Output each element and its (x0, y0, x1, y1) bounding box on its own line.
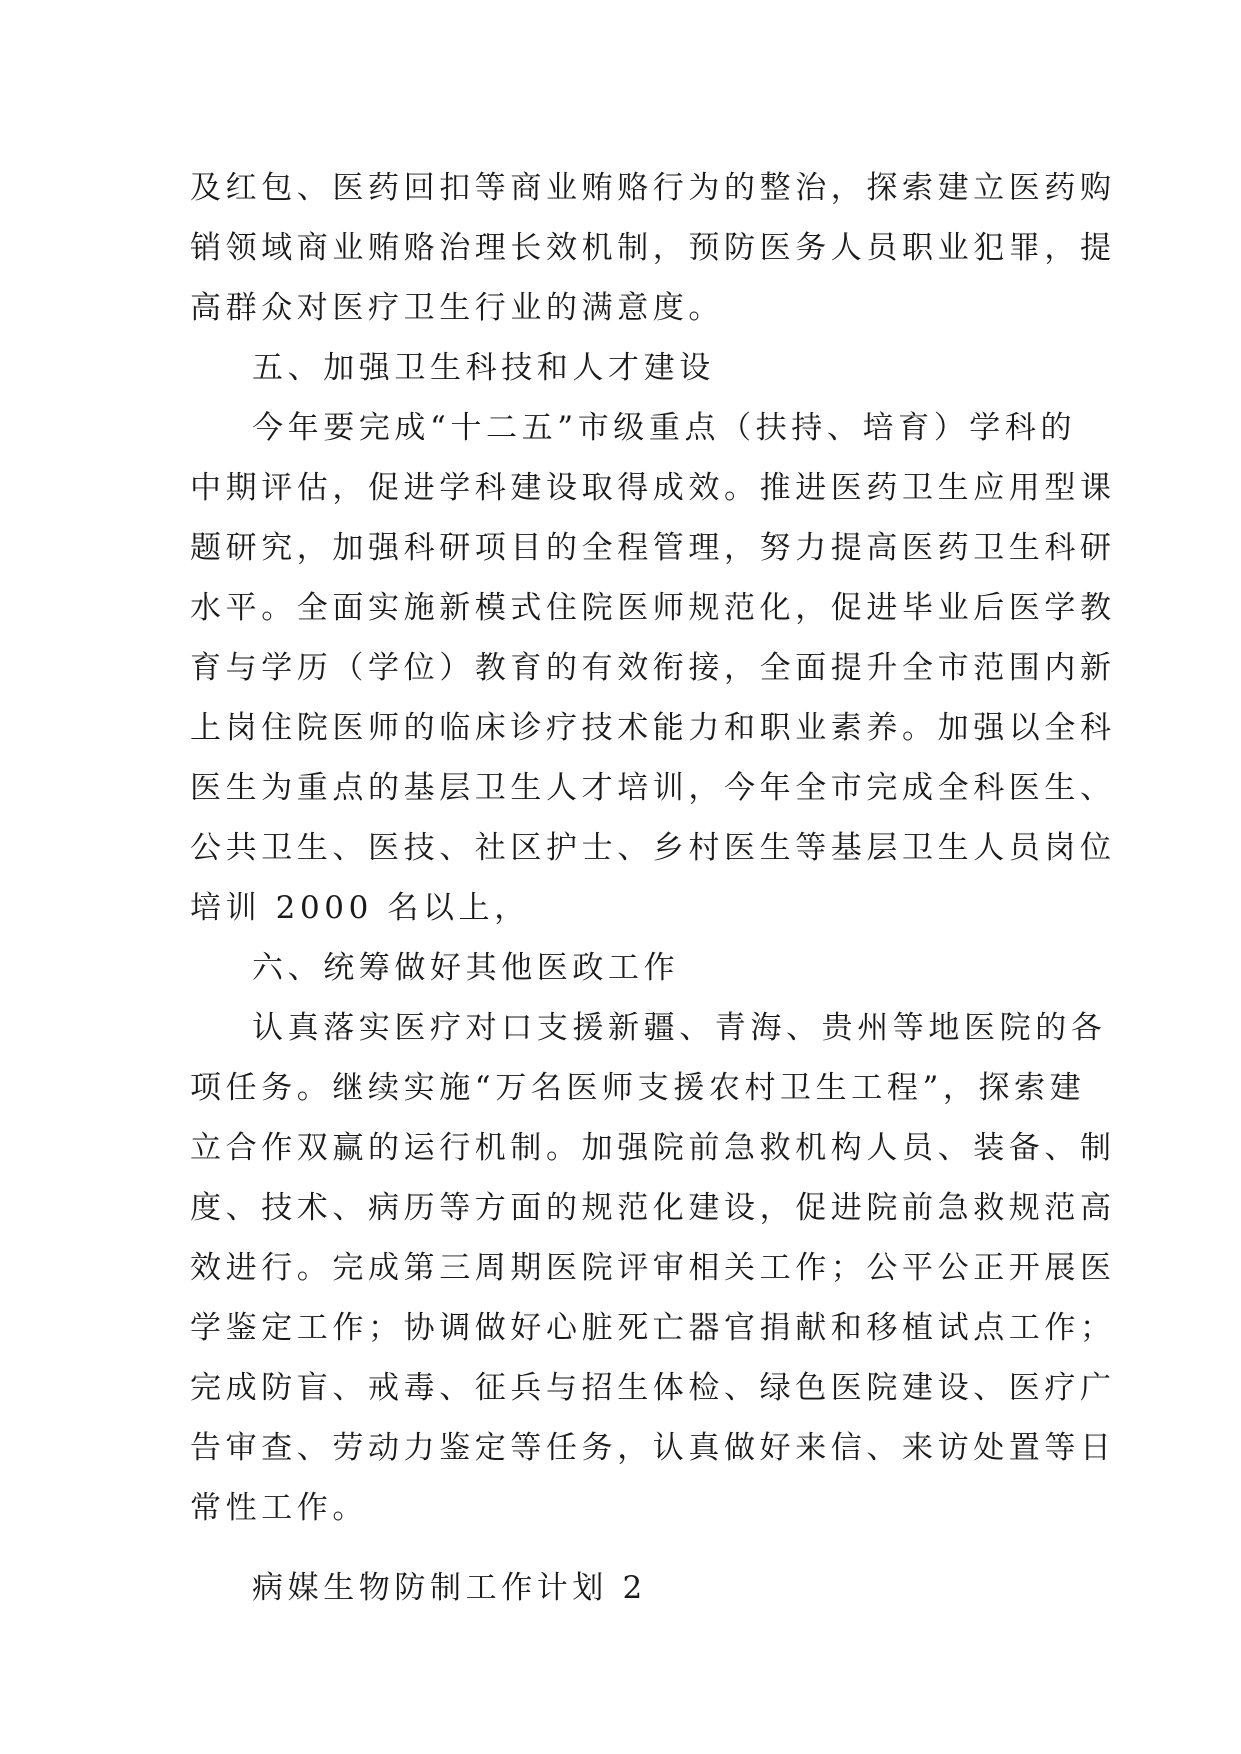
text-line: 学鉴定工作；协调做好心脏死亡器官捐献和移植试点工作； (190, 1310, 1116, 1346)
section-heading: 六、统筹做好其他医政工作 (252, 950, 680, 986)
text-line: 医生为重点的基层卫生人才培训，今年全市完成全科医生、 (190, 770, 1116, 806)
text-line: 度、技术、病历等方面的规范化建设，促进院前急救规范高 (190, 1190, 1116, 1226)
text-line: 水平。全面实施新模式住院医师规范化，促进毕业后医学教 (190, 590, 1116, 626)
text-line: 效进行。完成第三周期医院评审相关工作；公平公正开展医 (190, 1250, 1116, 1286)
document-title: 病媒生物防制工作计划 2 (252, 1570, 647, 1606)
text-line: 立合作双赢的运行机制。加强院前急救机构人员、装备、制 (190, 1130, 1116, 1166)
text-line: 常性工作。 (190, 1490, 368, 1526)
text-line: 完成防盲、戒毒、征兵与招生体检、绿色医院建设、医疗广 (190, 1370, 1116, 1406)
text-line: 告审查、劳动力鉴定等任务，认真做好来信、来访处置等日 (190, 1430, 1116, 1466)
text-line: 公共卫生、医技、社区护士、乡村医生等基层卫生人员岗位 (190, 830, 1116, 866)
text-line: 销领域商业贿赂治理长效机制，预防医务人员职业犯罪，提 (190, 230, 1116, 266)
text-line: 项任务。继续实施“万名医师支援农村卫生工程”，探索建 (190, 1070, 1086, 1106)
section-heading: 五、加强卫生科技和人才建设 (252, 350, 715, 386)
text-line: 及红包、医药回扣等商业贿赂行为的整治，探索建立医药购 (190, 170, 1116, 206)
text-line: 中期评估，促进学科建设取得成效。推进医药卫生应用型课 (190, 470, 1116, 506)
text-line: 高群众对医疗卫生行业的满意度。 (190, 290, 724, 326)
text-line: 认真落实医疗对口支援新疆、青海、贵州等地医院的各 (252, 1010, 1107, 1046)
text-line: 题研究，加强科研项目的全程管理，努力提高医药卫生科研 (190, 530, 1116, 566)
text-line: 上岗住院医师的临床诊疗技术能力和职业素养。加强以全科 (190, 710, 1116, 746)
text-line: 育与学历（学位）教育的有效衔接，全面提升全市范围内新 (190, 650, 1116, 686)
text-line: 今年要完成“十二五”市级重点（扶持、培育）学科的 (252, 410, 1077, 446)
text-line: 培训 2000 名以上， (190, 890, 530, 926)
